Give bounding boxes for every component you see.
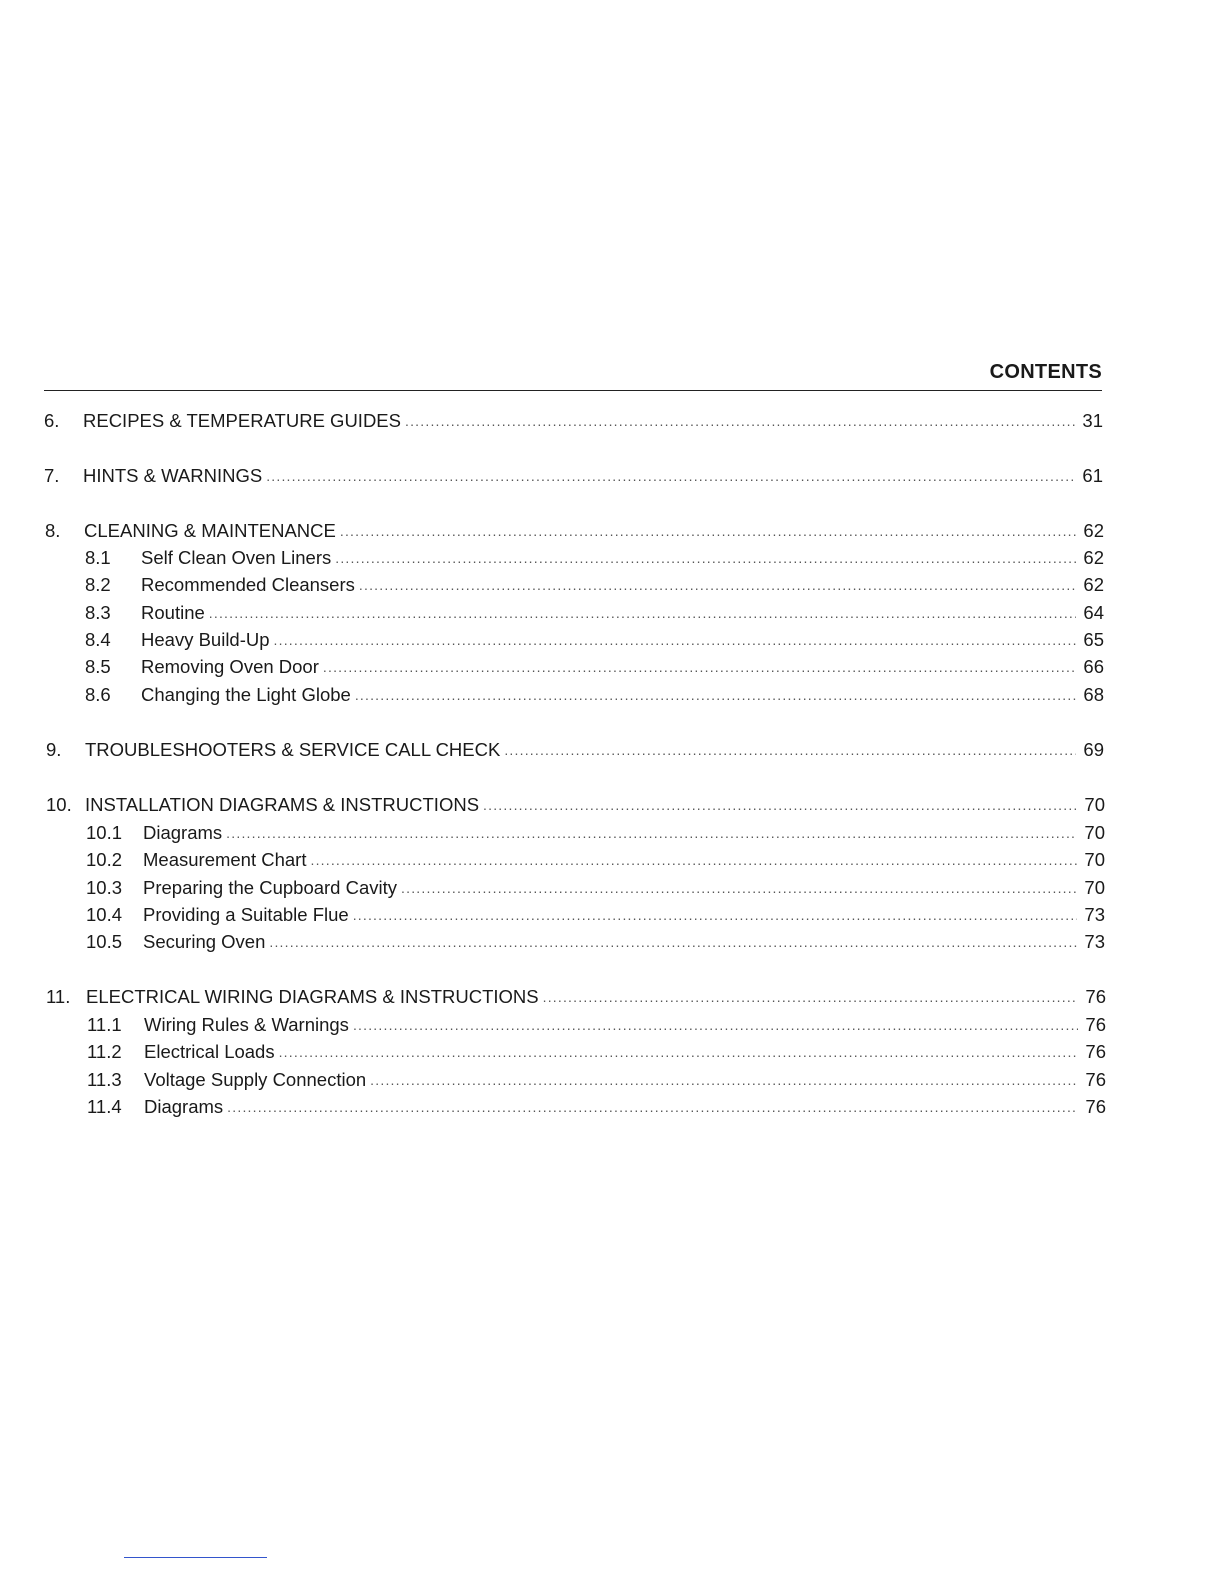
toc-page-number: 76 — [1085, 986, 1106, 1007]
dot-leader — [504, 739, 1076, 761]
dot-leader — [543, 986, 1078, 1008]
toc-subsection-number: 8.1 — [85, 547, 111, 568]
dot-leader — [310, 849, 1077, 871]
toc-page-number: 69 — [1083, 739, 1104, 760]
toc-subsection-title: Wiring Rules & Warnings — [144, 1014, 349, 1035]
toc-page-number: 65 — [1083, 629, 1104, 650]
toc-page-number: 66 — [1083, 656, 1104, 677]
toc-subsection[interactable] — [87, 1041, 1106, 1064]
toc-subsection-number: 8.2 — [85, 574, 111, 595]
toc-section-number: 10. — [46, 794, 72, 815]
toc-subsection[interactable] — [85, 574, 1104, 597]
dot-leader — [335, 547, 1076, 569]
toc-subsection-number: 11.2 — [87, 1041, 122, 1062]
toc-subsection[interactable] — [85, 629, 1104, 652]
toc-subsection-number: 8.5 — [85, 656, 111, 677]
toc-subsection-number: 11.4 — [87, 1096, 122, 1117]
toc-section-title: INSTALLATION DIAGRAMS & INSTRUCTIONS — [85, 794, 480, 815]
toc-page-number: 73 — [1084, 904, 1105, 925]
toc-page-number: 70 — [1084, 822, 1105, 843]
toc-section-number: 9. — [46, 739, 62, 760]
toc-page-number: 62 — [1083, 547, 1104, 568]
dot-leader — [340, 520, 1076, 542]
toc-subsection-title: Removing Oven Door — [141, 656, 319, 677]
toc-page-number: 73 — [1084, 931, 1105, 952]
toc-subsection-number: 10.5 — [86, 931, 123, 952]
toc-subsection-title: Recommended Cleansers — [141, 574, 355, 595]
toc-subsection-title: Self Clean Oven Liners — [141, 547, 332, 568]
dot-leader — [269, 931, 1077, 953]
toc-page-number: 64 — [1083, 602, 1104, 623]
toc-subsection-number: 8.6 — [85, 684, 111, 705]
toc-subsection[interactable] — [85, 684, 1104, 707]
toc-page-number: 76 — [1085, 1069, 1106, 1090]
toc-section-title: TROUBLESHOOTERS & SERVICE CALL CHECK — [85, 739, 501, 760]
toc-subsection[interactable] — [87, 1096, 1106, 1119]
toc-subsection-title: Electrical Loads — [144, 1041, 275, 1062]
dot-leader — [355, 684, 1076, 706]
toc-subsection[interactable] — [85, 656, 1104, 679]
toc-subsection-title: Measurement Chart — [143, 849, 307, 870]
dot-leader — [401, 877, 1077, 899]
toc-page-number: 76 — [1085, 1096, 1106, 1117]
toc-subsection-number: 8.4 — [85, 629, 111, 650]
toc-subsection[interactable] — [85, 602, 1104, 625]
toc-subsection[interactable] — [86, 877, 1105, 900]
toc-subsection-title: Heavy Build-Up — [141, 629, 270, 650]
toc-section-title: RECIPES & TEMPERATURE GUIDES — [83, 410, 401, 431]
toc-subsection-title: Securing Oven — [143, 931, 266, 952]
dot-leader — [405, 410, 1075, 432]
dot-leader — [353, 1014, 1078, 1036]
toc-subsection[interactable] — [86, 822, 1105, 845]
toc-subsection-number: 10.1 — [86, 822, 123, 843]
toc-page-number: 76 — [1085, 1014, 1106, 1035]
toc-subsection[interactable] — [86, 904, 1105, 927]
toc-subsection-number: 10.2 — [86, 849, 123, 870]
dot-leader — [266, 465, 1075, 487]
toc-page-number: 62 — [1083, 574, 1104, 595]
dot-leader — [359, 574, 1076, 596]
toc-subsection-title: Routine — [141, 602, 205, 623]
dot-leader — [227, 1096, 1078, 1118]
footer-link-rule — [124, 1557, 267, 1558]
toc-section-number: 7. — [44, 465, 60, 486]
toc-page-number: 31 — [1082, 410, 1103, 431]
toc-subsection-number: 10.3 — [86, 877, 123, 898]
dot-leader — [370, 1069, 1078, 1091]
toc-subsection-number: 8.3 — [85, 602, 111, 623]
toc-subsection[interactable] — [87, 1069, 1106, 1092]
toc-page-number: 68 — [1083, 684, 1104, 705]
dot-leader — [483, 794, 1077, 816]
toc-section[interactable] — [46, 986, 1106, 1009]
toc-subsection[interactable] — [87, 1014, 1106, 1037]
dot-leader — [209, 602, 1076, 624]
toc-subsection-number: 10.4 — [86, 904, 123, 925]
toc-subsection[interactable] — [86, 931, 1105, 954]
toc-section-number: 11. — [46, 986, 71, 1007]
dot-leader — [226, 822, 1077, 844]
toc-page-number: 62 — [1083, 520, 1104, 541]
dot-leader — [274, 629, 1076, 651]
toc-page-number: 70 — [1084, 794, 1105, 815]
toc-section-title: HINTS & WARNINGS — [83, 465, 263, 486]
dot-leader — [323, 656, 1076, 678]
toc-section-title: CLEANING & MAINTENANCE — [84, 520, 336, 541]
dot-leader — [353, 904, 1077, 926]
dot-leader — [279, 1041, 1078, 1063]
toc-page-number: 61 — [1082, 465, 1103, 486]
toc-subsection-title: Providing a Suitable Flue — [143, 904, 349, 925]
toc-section-number: 8. — [45, 520, 61, 541]
toc-subsection-title: Diagrams — [143, 822, 223, 843]
toc-subsection-title: Preparing the Cupboard Cavity — [143, 877, 398, 898]
toc-section[interactable] — [45, 520, 1104, 543]
toc-section[interactable] — [44, 410, 1103, 433]
toc-subsection[interactable] — [85, 547, 1104, 570]
toc-subsection[interactable] — [86, 849, 1105, 872]
toc-section[interactable] — [46, 739, 1104, 762]
page-title: CONTENTS — [989, 361, 1102, 383]
toc-subsection-number: 11.3 — [87, 1069, 122, 1090]
toc-page-number: 76 — [1085, 1041, 1106, 1062]
toc-page-number: 70 — [1084, 877, 1105, 898]
toc-page-number: 70 — [1084, 849, 1105, 870]
toc-section[interactable] — [46, 794, 1105, 817]
toc-subsection-title: Diagrams — [144, 1096, 224, 1117]
toc-subsection-title: Voltage Supply Connection — [144, 1069, 367, 1090]
toc-section-title: ELECTRICAL WIRING DIAGRAMS & INSTRUCTIONS — [86, 986, 539, 1007]
toc-section-number: 6. — [44, 410, 60, 431]
toc-subsection-title: Changing the Light Globe — [141, 684, 351, 705]
toc-section[interactable] — [44, 465, 1103, 488]
toc-subsection-number: 11.1 — [87, 1014, 122, 1035]
